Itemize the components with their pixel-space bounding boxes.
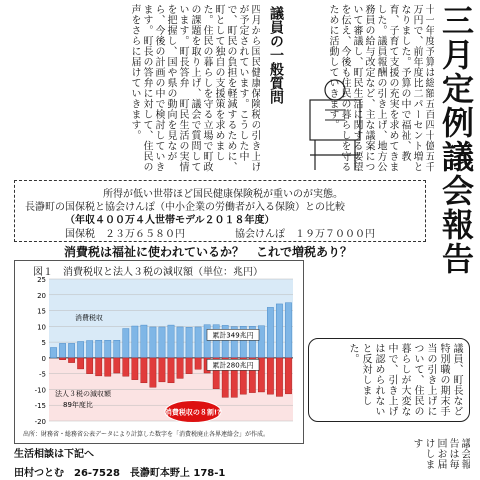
y-tick-label: 0 xyxy=(41,354,46,363)
bar-corporate xyxy=(267,358,273,394)
footer xyxy=(14,445,225,479)
bar-corporate xyxy=(168,358,174,383)
bar-consumption xyxy=(50,347,56,357)
nhi-line4-kokuho: 国保税 ２３万６５８０円 xyxy=(65,229,185,240)
right-column-text: 十一年度予算は総額五百四十億五千万円で、前年度比二パーセント増となりました。予算の中で福祉、教育、子育て支援の充実を求めてきました。議員報酬の引き上げ、地方公務員の給与改定など、主な議案について審議し、町民生活に関する要望を伝え、今後も住民の暮らしを守るために活動していきます。 xyxy=(327,4,434,172)
chart-plot xyxy=(15,261,303,443)
label-corporate-total: 累計280兆円 xyxy=(212,361,254,370)
footer-right-text: 議会報告は毎回お届けします xyxy=(411,438,470,470)
label-consumption-total: 累計349兆円 xyxy=(212,331,254,340)
bar-corporate xyxy=(114,358,120,373)
chart-title: 図１ 消費税収と法人３税の減収額（単位：兆円） xyxy=(33,267,263,278)
y-tick-label: -5 xyxy=(39,370,46,379)
bar-consumption xyxy=(159,327,165,358)
page-title: 三月定例議会報告 xyxy=(437,4,475,276)
bar-corporate xyxy=(285,358,291,394)
label-corporate: 法人３税の減収額 xyxy=(55,389,111,398)
speaker-illustration xyxy=(300,70,370,175)
label-consumption: 消費税収 xyxy=(75,314,103,323)
bar-consumption xyxy=(267,307,273,357)
bar-consumption xyxy=(132,326,138,358)
y-tick-label: 5 xyxy=(41,339,46,348)
tax-chart xyxy=(14,260,304,444)
y-tick-label: 10 xyxy=(37,323,46,332)
bar-corporate xyxy=(96,358,102,376)
nhi-line2: 長瀞町の国保税と協会けんぽ（中小企業の労働者が入る保険）との比較 xyxy=(25,202,345,213)
bar-corporate xyxy=(59,358,65,360)
bar-corporate xyxy=(150,358,156,387)
label-corporate-base: 89年度比 xyxy=(63,400,93,409)
bar-corporate xyxy=(132,358,138,380)
bar-corporate xyxy=(141,358,147,383)
bar-corporate xyxy=(186,358,192,374)
bar-consumption xyxy=(276,304,282,358)
bar-corporate xyxy=(159,358,165,382)
bar-consumption xyxy=(59,343,65,358)
bar-consumption xyxy=(114,340,120,358)
bar-corporate xyxy=(276,358,282,396)
speech-box xyxy=(308,338,470,422)
bar-consumption xyxy=(68,343,74,358)
bar-consumption xyxy=(168,325,174,358)
bar-consumption xyxy=(285,303,291,358)
y-tick-label: 15 xyxy=(37,307,46,316)
bar-corporate xyxy=(195,358,201,369)
bar-corporate xyxy=(105,358,111,376)
y-tick-label: -20 xyxy=(34,418,46,426)
y-tick-label: -15 xyxy=(34,402,46,411)
bar-consumption xyxy=(186,327,192,358)
bar-consumption xyxy=(141,325,147,358)
bar-corporate xyxy=(123,358,129,376)
nhi-line1: 所得が低い世帯ほど国民健康保険税が重いのが実態。 xyxy=(103,189,343,200)
bar-corporate xyxy=(68,358,74,363)
nhi-comparison-box xyxy=(14,180,426,242)
y-tick-label: 20 xyxy=(37,291,46,300)
general-question-heading: 議員の一般質問 xyxy=(268,6,284,104)
bar-consumption xyxy=(105,340,111,358)
bar-consumption xyxy=(77,341,83,357)
chart-question: 消費税は福祉に使われているか？ これで増税あり？ xyxy=(64,245,353,259)
nhi-line4-kyokai: 協会けんぽ １９万７０００円 xyxy=(235,229,375,240)
bar-consumption xyxy=(96,340,102,358)
y-tick-label: 25 xyxy=(37,276,46,284)
footer-contact: 田村つとむ 26-7528 長瀞町本野上 178-1 xyxy=(14,468,226,479)
y-tick-label: -10 xyxy=(34,386,46,395)
footer-line1: 生活相談は下記へ xyxy=(14,449,94,460)
bar-consumption xyxy=(195,327,201,358)
bar-corporate xyxy=(177,358,183,379)
bar-consumption xyxy=(177,327,183,358)
bar-consumption xyxy=(150,327,156,358)
bar-corporate xyxy=(77,358,83,369)
callout-text: 消費税収の８割!? xyxy=(164,408,222,417)
bar-consumption xyxy=(123,329,129,358)
bar-corporate xyxy=(87,358,93,374)
nhi-line3: （年収４００万４人世帯モデル２０１８年度） xyxy=(65,215,275,226)
chart-source: 出所：財務省・総務省公表データにより計算した数字を「消費税廃止各界連絡会」が作成。 xyxy=(23,431,270,438)
speech-box-text: 議員、町長など特別職の期末手当の引き上げについて、住民の暮らしが大変な中で、引き上げは認められないと反対しました。 xyxy=(347,343,462,417)
left-column-text: 四月から国民健康保険税の引き上げが予定されています。こうした中で、町民の負担を軽減するために、町として独自の支援策を求めました。住民の暮らしを守る立場で町政の課題を取り上げ、議会で質問しています。町長答弁 町民生活の実情を把握し、国や県の動向を見ながら、今後の計画の中で検討していきます。町長の答弁に対して、住民の声をさらに届けていきます。 xyxy=(129,4,260,172)
bar-consumption xyxy=(87,341,93,358)
